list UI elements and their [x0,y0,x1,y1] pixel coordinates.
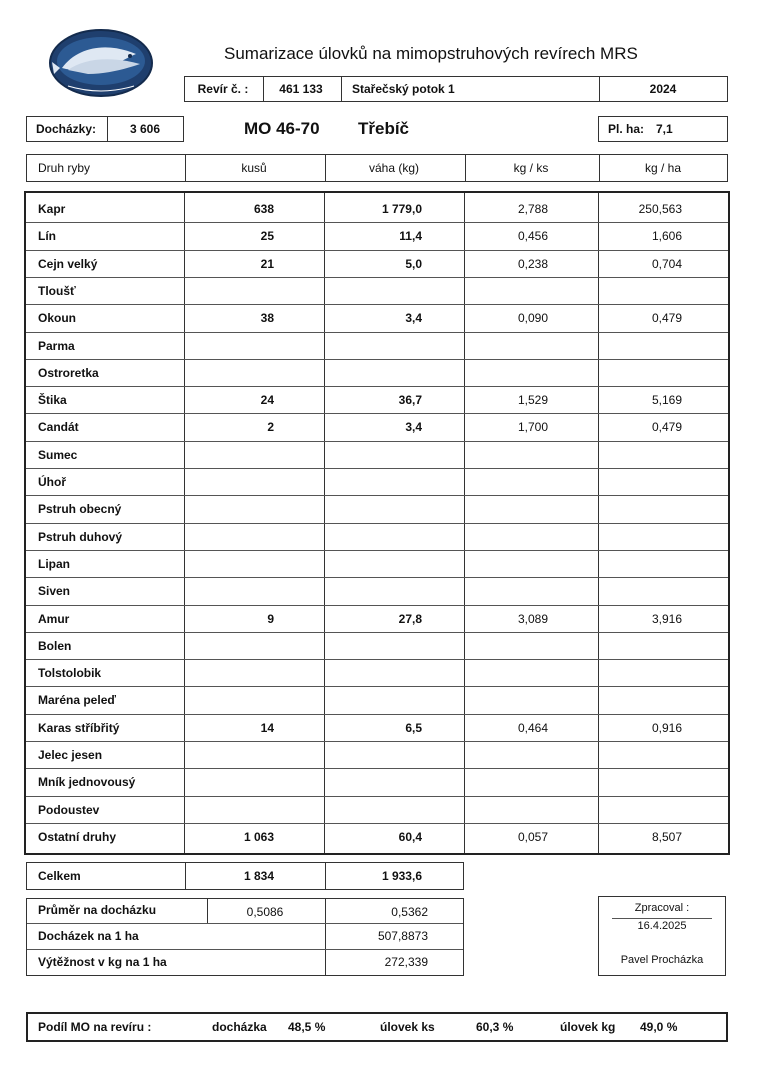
count-cell [184,468,280,495]
kg-per-piece-cell [464,277,554,304]
page-title: Sumarizace úlovků na mimopstruhových revírech MRS [224,44,638,63]
kg-per-piece-cell: 1,700 [517,419,548,434]
logo [48,28,154,98]
kg-per-piece-cell [464,441,554,468]
kg-per-piece-cell: 0,238 [517,256,548,271]
species-name: Štika [38,392,67,407]
footer-label: Podíl MO na revíru : [38,1020,152,1034]
species-name: Bolen [38,638,72,653]
count-cell: 1 063 [243,829,274,844]
count-cell: 38 [260,310,274,325]
kg-per-piece-cell: 3,089 [517,611,548,626]
weight-cell [324,550,428,577]
stat-avg-v2: 0,5362 [391,905,428,919]
plocha-value: 7,1 [656,122,673,136]
revir-number: 461 133 [279,82,323,96]
weight-cell [324,523,428,550]
kg-per-ha-cell: 0,479 [651,419,682,434]
kg-per-ha-cell: 0,916 [651,720,682,735]
species-name: Ostatní druhy [38,829,117,844]
fish-emblem-icon [48,28,154,98]
species-name: Pstruh obecný [38,501,122,516]
species-name: Podoustev [38,802,100,817]
footer-dochazka-value: 48,5 % [288,1020,326,1034]
kg-per-piece-cell: 0,090 [517,310,548,325]
count-cell: 14 [260,720,274,735]
footer-ulovek-kg-label: úlovek kg [560,1020,616,1034]
count-cell [184,495,280,522]
kg-per-ha-cell: 8,507 [651,829,682,844]
count-cell [184,659,280,686]
species-name: Lín [38,228,56,243]
count-cell [184,796,280,823]
count-cell: 24 [260,392,274,407]
stat-avg-v1: 0,5086 [246,905,284,919]
processed-name: Pavel Procházka [620,954,704,966]
kg-per-piece-cell [464,796,554,823]
kg-per-piece-cell: 0,057 [517,829,548,844]
count-cell: 2 [267,419,274,434]
count-cell [184,741,280,768]
species-name: Tloušť [38,283,76,298]
weight-cell [324,577,428,604]
weight-cell: 11,4 [399,228,422,243]
revir-year: 2024 [649,82,677,96]
footer-ulovek-ks-label: úlovek ks [380,1020,435,1034]
count-cell [184,686,280,713]
mo-label: MO 46-70 [244,119,320,138]
count-cell: 638 [253,201,274,216]
kg-per-piece-cell [464,495,554,522]
kg-per-ha-cell [598,741,688,768]
column-header-count: kusů [241,161,267,175]
weight-cell [324,332,428,359]
kg-per-ha-cell [598,550,688,577]
count-cell [184,441,280,468]
kg-per-ha-cell [598,441,688,468]
weight-cell [324,468,428,495]
species-name: Kapr [38,201,66,216]
stat-label-yield: Výtěžnost v kg na 1 ha [38,955,167,969]
species-name: Úhoř [38,474,66,489]
kg-per-piece-cell [464,359,554,386]
weight-cell: 36,7 [398,392,422,407]
kg-per-ha-cell: 0,479 [651,310,682,325]
mo-town: Třebíč [358,119,410,138]
kg-per-ha-cell [598,632,688,659]
total-count: 1 834 [243,869,274,883]
species-name: Parma [38,338,75,353]
kg-per-piece-cell [464,741,554,768]
stat-label-per-ha: Docházek na 1 ha [38,929,139,943]
kg-per-piece-cell: 0,464 [517,720,548,735]
dochazky-label: Docházky: [35,122,97,136]
total-weight: 1 933,6 [381,869,422,883]
count-cell: 21 [260,256,274,271]
weight-cell: 60,4 [398,829,422,844]
species-name: Candát [38,419,79,434]
weight-cell: 1 779,0 [381,201,422,216]
stat-per-ha-v2: 507,8873 [377,929,428,943]
footer-dochazka-label: docházka [212,1020,267,1034]
count-cell: 25 [260,228,274,243]
kg-per-piece-cell [464,768,554,795]
kg-per-ha-cell [598,796,688,823]
weight-cell [324,632,428,659]
kg-per-piece-cell [464,468,554,495]
kg-per-ha-cell [598,523,688,550]
stat-label-avg: Průměr na docházku [38,903,157,917]
count-cell: 9 [267,611,274,626]
kg-per-piece-cell: 1,529 [517,392,548,407]
kg-per-piece-cell: 2,788 [517,201,548,216]
kg-per-ha-cell [598,277,688,304]
total-label: Celkem [38,869,81,883]
weight-cell: 3,4 [405,310,422,325]
weight-cell [324,741,428,768]
weight-cell [324,495,428,522]
kg-per-ha-cell: 0,704 [651,256,682,271]
weight-cell [324,796,428,823]
kg-per-ha-cell [598,332,688,359]
kg-per-piece-cell [464,632,554,659]
column-header-weight: váha (kg) [368,161,420,175]
weight-cell [324,359,428,386]
count-cell [184,523,280,550]
revir-label: Revír č. : [197,82,249,96]
weight-cell: 6,5 [405,720,422,735]
count-cell [184,768,280,795]
column-header-species: Druh ryby [38,161,91,175]
species-name: Karas stříbřitý [38,720,120,735]
count-cell [184,577,280,604]
kg-per-ha-cell [598,468,688,495]
kg-per-piece-cell [464,577,554,604]
kg-per-piece-cell: 0,456 [517,228,548,243]
species-name: Okoun [38,310,76,325]
kg-per-ha-cell [598,686,688,713]
weight-cell: 27,8 [398,611,422,626]
species-name: Ostroretka [38,365,99,380]
species-name: Amur [38,611,70,626]
species-name: Tolstolobik [38,665,102,680]
kg-per-ha-cell: 250,563 [638,201,682,216]
species-name: Siven [38,583,71,598]
count-cell [184,332,280,359]
species-name: Mník jednovousý [38,774,136,789]
kg-per-ha-cell [598,577,688,604]
kg-per-piece-cell [464,550,554,577]
processed-date: 16.4.2025 [637,920,687,932]
weight-cell [324,441,428,468]
column-header-kg-per-ha: kg / ha [644,161,682,175]
revir-name: Stařečský potok 1 [352,82,455,96]
count-cell [184,632,280,659]
species-name: Lipan [38,556,70,571]
count-cell [184,359,280,386]
weight-cell [324,277,428,304]
kg-per-piece-cell [464,523,554,550]
species-name: Jelec jesen [38,747,103,762]
kg-per-ha-cell: 3,916 [651,611,682,626]
kg-per-ha-cell: 5,169 [651,392,682,407]
stat-yield-v2: 272,339 [384,955,428,969]
kg-per-piece-cell [464,659,554,686]
kg-per-piece-cell [464,686,554,713]
count-cell [184,550,280,577]
processed-label: Zpracoval : [634,902,690,914]
weight-cell [324,686,428,713]
kg-per-ha-cell [598,768,688,795]
footer-ulovek-kg-value: 49,0 % [640,1020,678,1034]
weight-cell: 5,0 [405,256,422,271]
kg-per-ha-cell [598,659,688,686]
species-name: Sumec [38,447,78,462]
weight-cell [324,768,428,795]
kg-per-ha-cell: 1,606 [651,228,682,243]
column-header-kg-per-piece: kg / ks [513,161,549,175]
count-cell [184,277,280,304]
kg-per-ha-cell [598,359,688,386]
plocha-label: Pl. ha: [608,122,645,136]
footer-ulovek-ks-value: 60,3 % [476,1020,514,1034]
kg-per-ha-cell [598,495,688,522]
kg-per-piece-cell [464,332,554,359]
species-name: Pstruh duhový [38,529,123,544]
weight-cell: 3,4 [405,419,422,434]
dochazky-value: 3 606 [129,122,161,136]
species-name: Cejn velký [38,256,98,271]
species-name: Maréna peleď [38,692,116,707]
weight-cell [324,659,428,686]
